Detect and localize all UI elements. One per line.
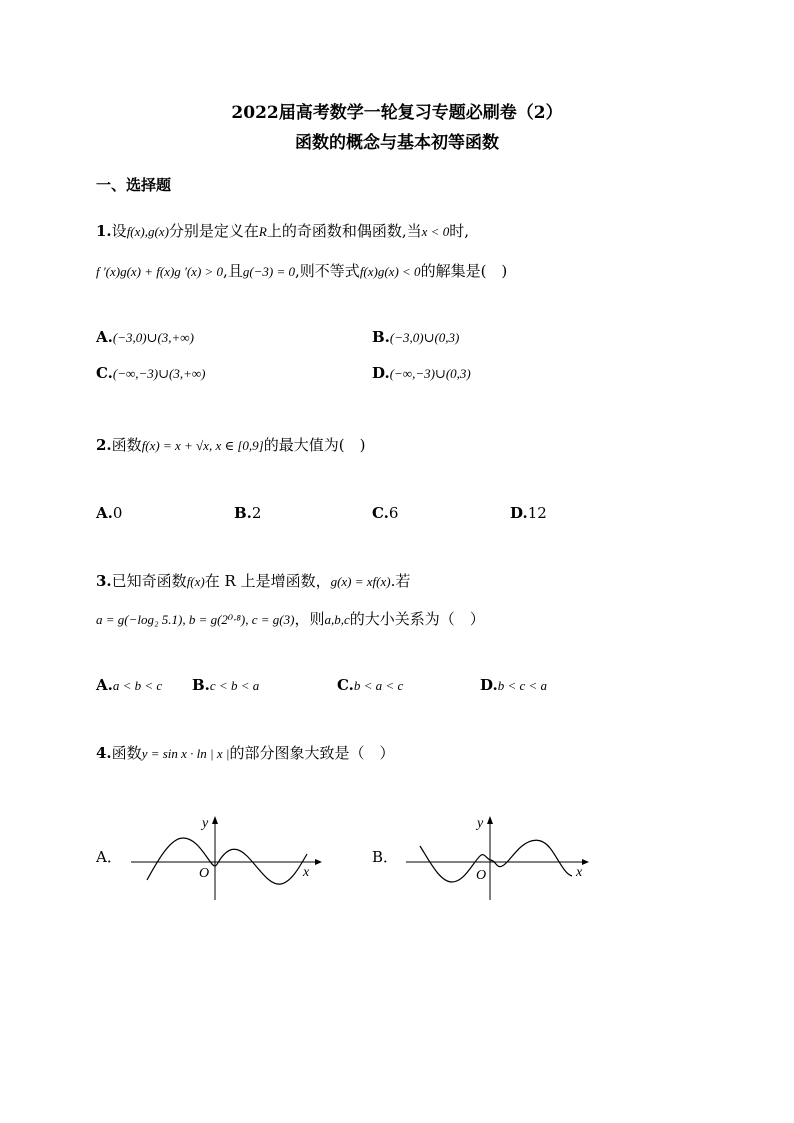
question-text: 上的奇函数和偶函数,当	[266, 222, 422, 240]
math-expression: f '(x)g(x) + f(x)g '(x) > 0	[96, 264, 224, 279]
x-axis-arrow-icon	[582, 859, 589, 865]
question-text: ，则	[294, 610, 325, 628]
y-axis-arrow-icon	[212, 816, 218, 824]
question-number: 1.	[96, 222, 112, 240]
option-label: C.	[337, 676, 354, 694]
question-3-line-2	[96, 608, 485, 629]
question-text: 的解集是( )	[420, 262, 508, 280]
option-label: D.	[510, 504, 528, 522]
x-axis-arrow-icon	[315, 859, 322, 865]
section-heading: 一、选择题	[96, 176, 172, 194]
y-axis-label: y	[202, 816, 209, 831]
curve-b	[420, 840, 572, 882]
math-expression: a,b,c	[324, 612, 350, 627]
option-value: 12	[527, 504, 547, 522]
question-number: 4.	[96, 744, 112, 762]
option-a[interactable]	[96, 676, 162, 694]
option-label: D.	[372, 364, 390, 382]
origin-label: O	[476, 868, 487, 883]
option-label: D.	[480, 676, 498, 694]
graph-b[interactable]	[400, 810, 600, 902]
option-d[interactable]	[372, 364, 471, 382]
option-c[interactable]	[372, 504, 398, 522]
option-value: 2	[251, 504, 262, 522]
option-label: B.	[372, 328, 390, 346]
question-text: ,则不等式	[295, 262, 360, 280]
y-axis-label: y	[477, 816, 484, 831]
math-expression: y = sin x · ln | x |	[141, 746, 230, 761]
math-expression: a = g(−log₂ 5.1), b = g(2⁰·⁸), c = g(3)	[96, 612, 295, 627]
option-c[interactable]	[337, 676, 403, 694]
option-d[interactable]	[480, 676, 547, 694]
option-a[interactable]	[96, 328, 194, 346]
option-a[interactable]	[96, 504, 122, 522]
math-expression: g(−3) = 0	[242, 264, 296, 279]
question-text: 的最大值为( )	[263, 436, 366, 454]
question-text: 分别是定义在	[168, 222, 259, 240]
option-b[interactable]	[234, 504, 261, 522]
graph-a[interactable]	[125, 810, 325, 902]
option-value: (−3,0)∪(3,+∞)	[112, 330, 194, 345]
option-value: b < c < a	[497, 678, 548, 693]
option-value: a < b < c	[112, 678, 163, 693]
graph-b-label[interactable]: B．	[372, 848, 399, 866]
option-value: 6	[388, 504, 399, 522]
question-text: 的部分图象大致是（ ）	[229, 744, 395, 762]
option-value: (−3,0)∪(0,3)	[389, 330, 460, 345]
option-value: b < a < c	[353, 678, 404, 693]
math-expression: f(x)g(x) < 0	[359, 264, 421, 279]
origin-label: O	[199, 866, 210, 881]
question-1-line-1	[96, 220, 469, 241]
page-title: 2022届高考数学一轮复习专题必刷卷（2）	[231, 103, 563, 123]
question-text: ,且	[223, 262, 243, 280]
question-4	[96, 742, 394, 763]
option-b[interactable]	[192, 676, 259, 694]
math-expression: f(x)	[186, 574, 205, 589]
option-value: (−∞,−3)∪(0,3)	[389, 366, 471, 381]
question-3-line-1	[96, 570, 410, 591]
option-label: A.	[96, 328, 113, 346]
option-value: 0	[112, 504, 123, 522]
option-label: B.	[192, 676, 210, 694]
math-expression: f(x),g(x)	[126, 224, 169, 239]
question-text: 函数	[111, 744, 142, 762]
option-d[interactable]	[510, 504, 547, 522]
math-expression: g(x) = xf(x)	[330, 574, 391, 589]
option-label: C.	[372, 504, 389, 522]
y-axis-arrow-icon	[487, 816, 493, 824]
math-expression: x < 0	[421, 224, 450, 239]
question-text: 已知奇函数	[111, 572, 187, 590]
option-label: B.	[234, 504, 252, 522]
question-text: 在 R 上是增函数，	[204, 572, 331, 590]
option-label: A.	[96, 676, 113, 694]
math-expression: f(x) = x + √x, x ∈ [0,9]	[141, 438, 264, 453]
question-text: 时,	[449, 222, 469, 240]
option-label: C.	[96, 364, 113, 382]
math-expression: R	[258, 224, 267, 239]
curve-a	[147, 838, 307, 884]
option-value: c < b < a	[209, 678, 260, 693]
graph-a-label[interactable]: A．	[96, 848, 122, 866]
option-c[interactable]	[96, 364, 205, 382]
question-number: 3.	[96, 572, 112, 590]
x-axis-label: x	[303, 865, 310, 880]
question-text: .若	[390, 572, 411, 590]
x-axis-label: x	[576, 865, 583, 880]
question-1-line-2	[96, 260, 507, 281]
question-text: 函数	[111, 436, 142, 454]
option-label: A.	[96, 504, 113, 522]
question-2	[96, 434, 365, 455]
question-number: 2.	[96, 436, 112, 454]
option-value: (−∞,−3)∪(3,+∞)	[112, 366, 206, 381]
question-text: 设	[111, 222, 127, 240]
option-b[interactable]	[372, 328, 459, 346]
page-subtitle: 函数的概念与基本初等函数	[295, 133, 499, 153]
question-text: 的大小关系为（ ）	[349, 610, 485, 628]
